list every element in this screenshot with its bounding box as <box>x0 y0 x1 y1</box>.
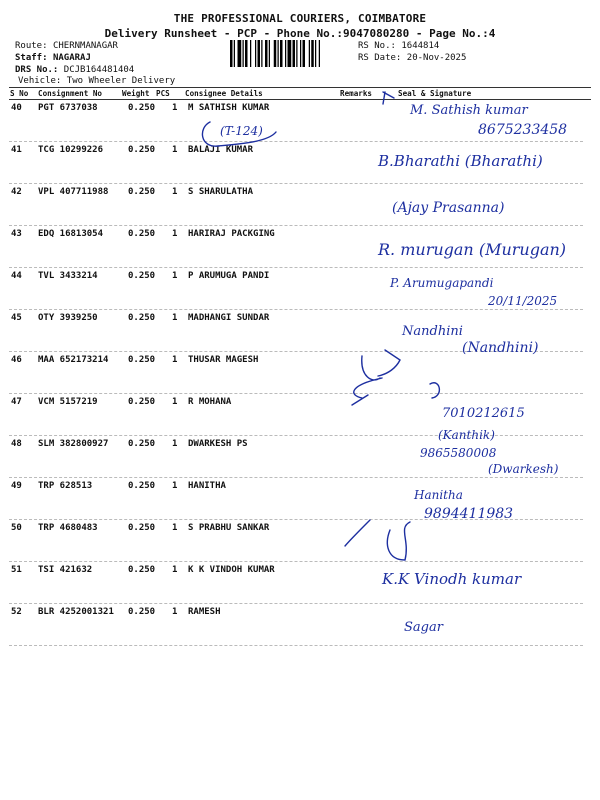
cell-sno: 45 <box>11 313 22 323</box>
cell-consignee: BALAJI KUMAR <box>188 145 254 155</box>
signature-scribble-50 <box>387 522 410 560</box>
cell-pcs: 1 <box>172 397 178 407</box>
col-header-seal-signature: Seal & Signature <box>398 89 472 98</box>
cell-consignment: OTY 3939250 <box>38 313 98 323</box>
rs-number-label: RS No.: <box>358 41 396 51</box>
cell-pcs: 1 <box>172 355 178 365</box>
cell-weight: 0.250 <box>128 145 156 155</box>
signature-row40-name: M. Sathish kumar <box>410 103 528 118</box>
cell-weight: 0.250 <box>128 103 156 113</box>
cell-consignee: P ARUMUGA PANDI <box>188 271 270 281</box>
signature-row48-phone: 9865580008 <box>420 446 497 460</box>
cell-pcs: 1 <box>172 187 178 197</box>
col-header-sno: S No <box>10 89 29 98</box>
staff-value: NAGARAJ <box>52 53 91 63</box>
cell-pcs: 1 <box>172 439 178 449</box>
signature-row47-phone: 7010212615 <box>442 406 525 421</box>
signature-row41: B.Bharathi (Bharathi) <box>378 152 543 170</box>
cell-consignee: M SATHISH KUMAR <box>188 103 270 113</box>
cell-consignee: K K VINDOH KUMAR <box>188 565 275 575</box>
cell-pcs: 1 <box>172 271 178 281</box>
rs-date-value: 20-Nov-2025 <box>406 53 467 63</box>
cell-pcs: 1 <box>172 481 178 491</box>
cell-weight: 0.250 <box>128 481 156 491</box>
cell-sno: 42 <box>11 187 22 197</box>
cell-consignee: R MOHANA <box>188 397 232 407</box>
cell-weight: 0.250 <box>128 523 156 533</box>
cell-consignment: TVL 3433214 <box>38 271 98 281</box>
route-label: Route: <box>15 41 48 51</box>
signature-row49-phone: 9894411983 <box>424 506 514 522</box>
cell-pcs: 1 <box>172 229 178 239</box>
cell-sno: 47 <box>11 397 22 407</box>
cell-pcs: 1 <box>172 565 178 575</box>
cell-consignee: THUSAR MAGESH <box>188 355 259 365</box>
signature-stroke-49 <box>345 520 370 546</box>
seal-tick-mark <box>383 92 394 104</box>
cell-consignment: TSI 421632 <box>38 565 93 575</box>
col-header-consignment: Consignment No <box>38 89 103 98</box>
note-row40: (T-124) <box>220 124 263 138</box>
col-header-weight: Weight <box>122 89 150 98</box>
cell-sno: 41 <box>11 145 22 155</box>
cell-weight: 0.250 <box>128 565 156 575</box>
cell-consignee: S PRABHU SANKAR <box>188 523 270 533</box>
signature-row48-name: (Kanthik) <box>438 428 495 442</box>
signature-row52: Sagar <box>404 620 443 635</box>
rs-date-label: RS Date: <box>358 53 402 63</box>
cell-sno: 46 <box>11 355 22 365</box>
vehicle-value: Two Wheeler Delivery <box>66 76 176 86</box>
cell-consignee: HANITHA <box>188 481 226 491</box>
cell-weight: 0.250 <box>128 439 156 449</box>
cell-consignment: TRP 4680483 <box>38 523 98 533</box>
cell-consignment: BLR 4252001321 <box>38 607 114 617</box>
cell-weight: 0.250 <box>128 271 156 281</box>
rs-number-value: 1644814 <box>401 41 440 51</box>
cell-consignment: TCG 10299226 <box>38 145 104 155</box>
drs-value: DCJB164481404 <box>63 65 135 75</box>
runsheet-subtitle: Delivery Runsheet - PCP - Phone No.:9047080280 - Page No.:4 <box>104 27 496 40</box>
cell-consignment: VPL 407711988 <box>38 187 109 197</box>
staff-label: Staff: <box>15 53 48 63</box>
signature-row51: K.K Vinodh kumar <box>382 570 522 588</box>
cell-weight: 0.250 <box>128 355 156 365</box>
cell-weight: 0.250 <box>128 229 156 239</box>
cell-consignee: S SHARULATHA <box>188 187 254 197</box>
cell-pcs: 1 <box>172 523 178 533</box>
cell-sno: 40 <box>11 103 22 113</box>
drs-label: DRS No.: <box>15 65 59 75</box>
cell-pcs: 1 <box>172 103 178 113</box>
cell-pcs: 1 <box>172 145 178 155</box>
signature-row44-name: P. Arumugapandi <box>390 276 494 290</box>
company-title: THE PROFESSIONAL COURIERS, COIMBATORE <box>173 12 427 25</box>
signature-row49-name: Hanitha <box>414 488 463 502</box>
cell-consignee: DWARKESH PS <box>188 439 248 449</box>
col-header-pcs: PCS <box>156 89 170 98</box>
cell-sno: 50 <box>11 523 22 533</box>
signature-scribble-46 <box>354 356 382 398</box>
signature-row40-phone: 8675233458 <box>478 122 568 138</box>
cell-pcs: 1 <box>172 313 178 323</box>
vehicle-label: Vehicle: <box>18 76 62 86</box>
route-value: CHERNMANAGAR <box>52 41 118 51</box>
cell-consignee: HARIRAJ PACKGING <box>188 229 275 239</box>
signature-row42: (Ajay Prasanna) <box>392 200 505 216</box>
cell-sno: 48 <box>11 439 22 449</box>
signature-loop-47 <box>430 383 439 398</box>
cell-consignment: VCM 5157219 <box>38 397 98 407</box>
cell-sno: 43 <box>11 229 22 239</box>
cell-sno: 44 <box>11 271 22 281</box>
cell-consignee: MADHANGI SUNDAR <box>188 313 270 323</box>
cell-consignee: RAMESH <box>188 607 221 617</box>
cell-weight: 0.250 <box>128 397 156 407</box>
cell-consignment: TRP 628513 <box>38 481 93 491</box>
signature-row48-print: (Dwarkesh) <box>488 462 559 476</box>
signature-row43: R. murugan (Murugan) <box>378 240 567 259</box>
col-header-remarks: Remarks <box>340 89 373 98</box>
cell-sno: 49 <box>11 481 22 491</box>
cell-consignment: SLM 382800927 <box>38 439 109 449</box>
signature-row44-date: 20/11/2025 <box>488 294 558 308</box>
cell-weight: 0.250 <box>128 187 156 197</box>
cell-sno: 51 <box>11 565 22 575</box>
cell-weight: 0.250 <box>128 313 156 323</box>
signature-row45-print: (Nandhini) <box>462 340 539 356</box>
cell-sno: 52 <box>11 607 22 617</box>
cell-consignment: EDQ 16813054 <box>38 229 104 239</box>
col-header-consignee: Consignee Details <box>185 89 263 98</box>
cell-weight: 0.250 <box>128 607 156 617</box>
cell-pcs: 1 <box>172 607 178 617</box>
cell-consignment: MAA 652173214 <box>38 355 109 365</box>
cell-consignment: PGT 6737038 <box>38 103 98 113</box>
signature-row45-name: Nandhini <box>402 324 463 339</box>
